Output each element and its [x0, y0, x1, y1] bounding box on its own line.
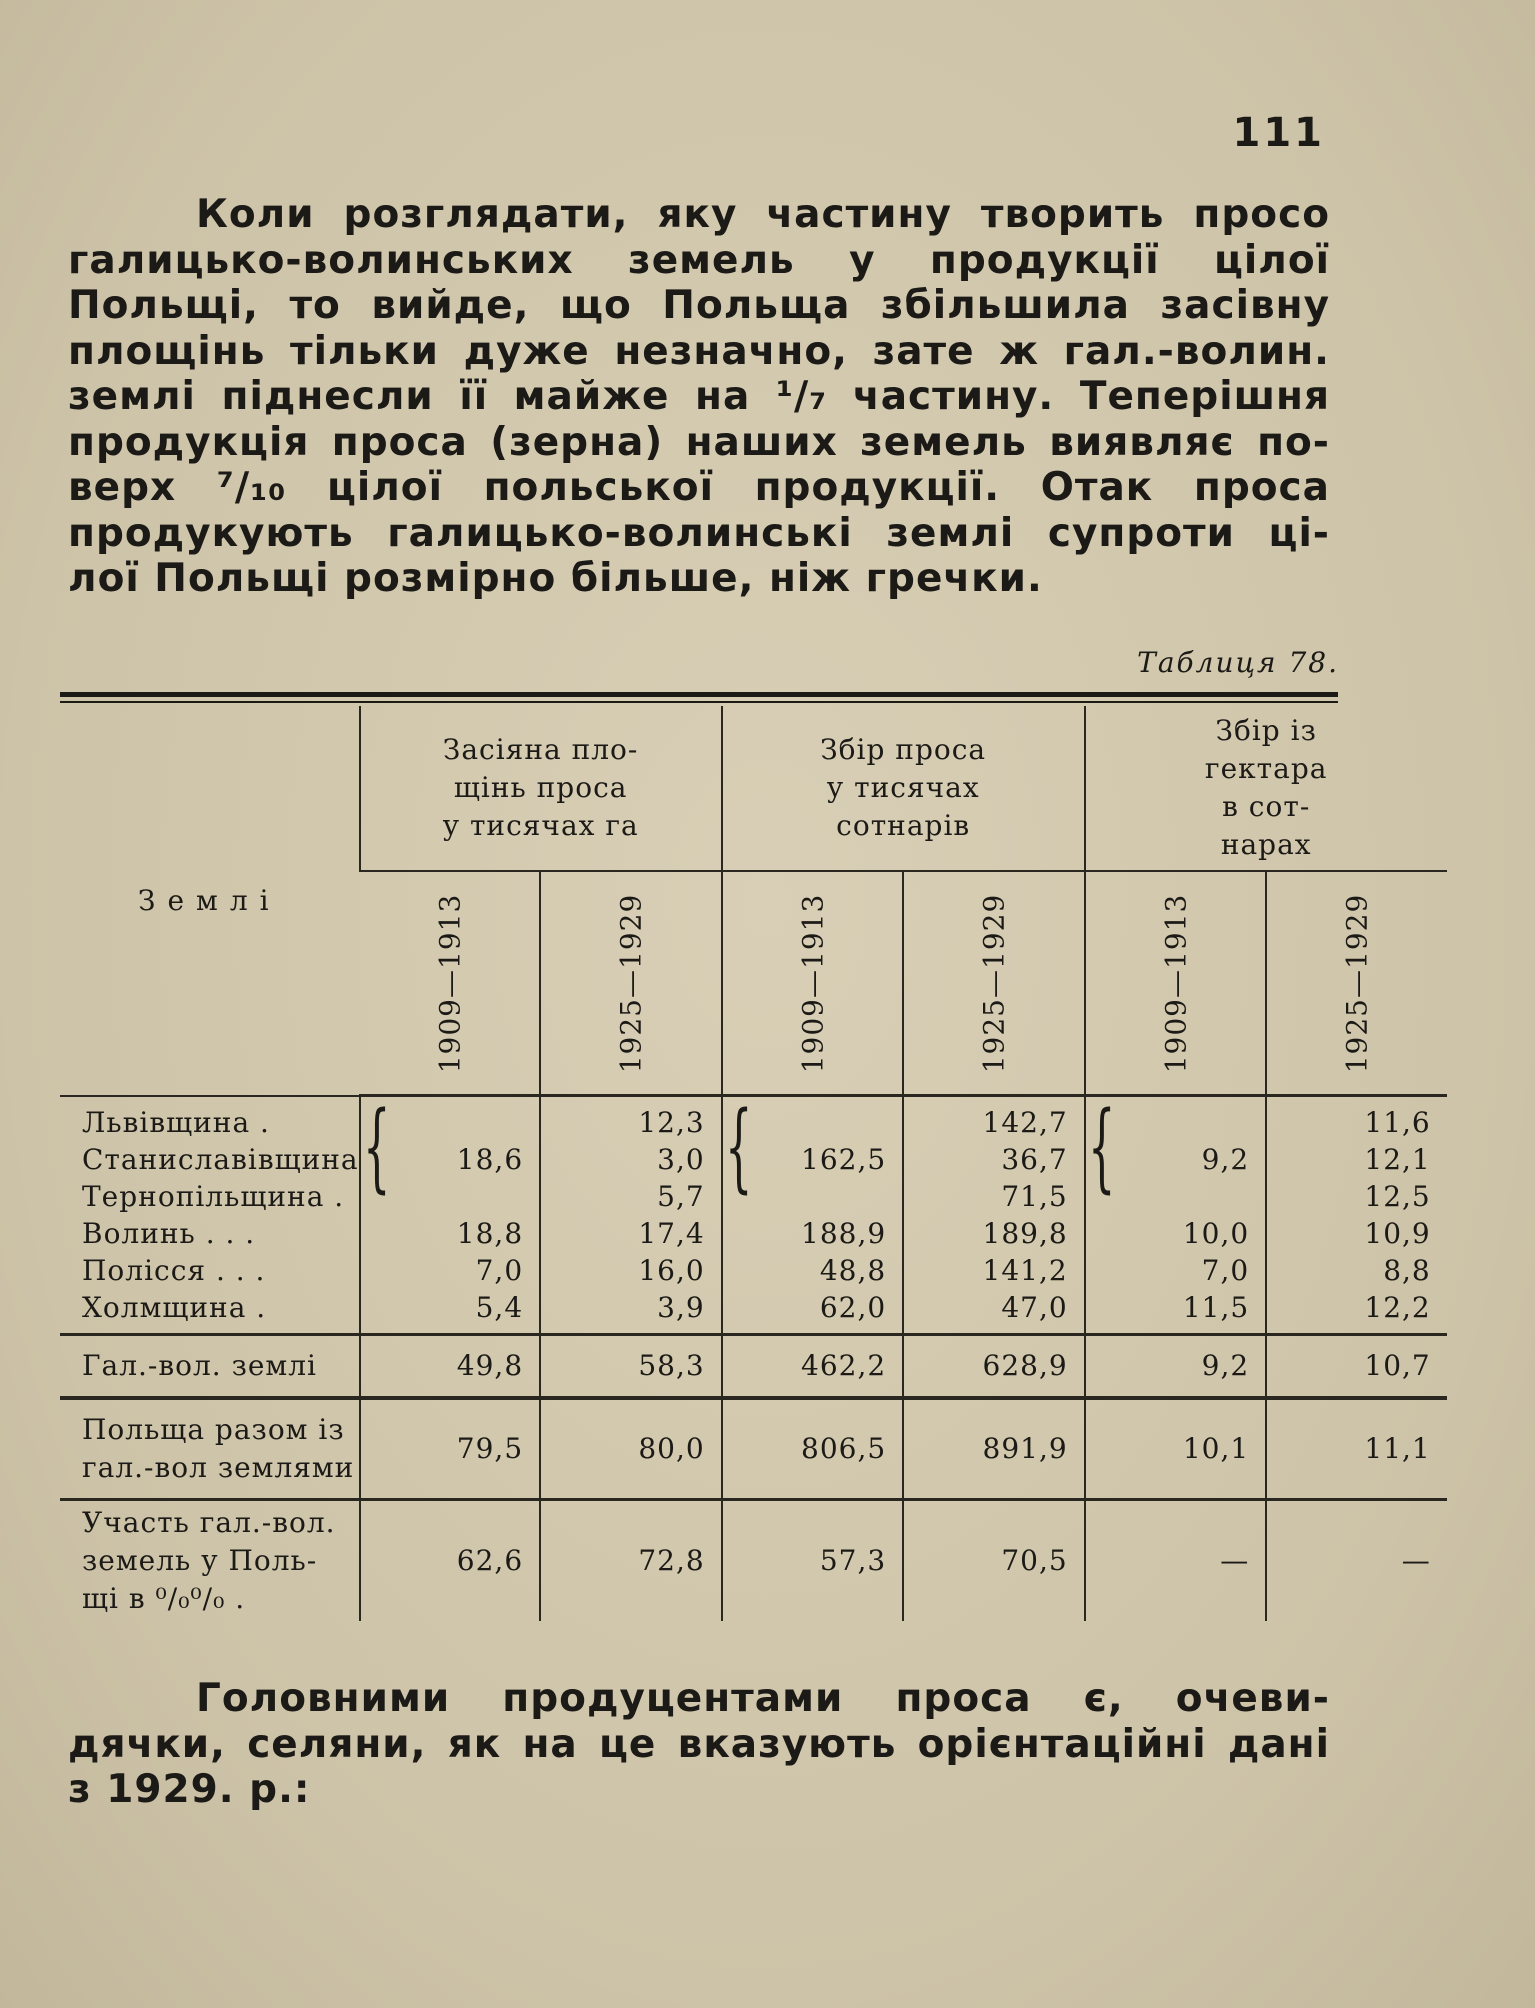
area-1925-cells: 12,3 3,0 5,7 17,4 16,0 3,9 [540, 1096, 722, 1335]
brace-icon: { [724, 1091, 753, 1203]
column-group-yield: Збір із гектара в сот- нарах [1085, 706, 1447, 871]
row-label: Польща разом із гал.-вол землями [60, 1398, 360, 1500]
text-line: галицько-волинських земель у продукції цілої [68, 237, 1330, 283]
table-row-sum: Гал.-вол. землі 49,8 58,3 462,2 628,9 9,2 10,7 [60, 1334, 1447, 1398]
land-names: Львівщина . Станиславівщина Тернопільщина . Волинь . . . Полісся . . . Холмщина . [82, 1105, 359, 1324]
text-line: лої Польщі розмірно більше, ніж гречки. [68, 556, 1043, 601]
year-header: 1909—1913 [360, 871, 541, 1096]
brace-icon: { [1087, 1091, 1116, 1203]
text-line: Польщі, то вийде, що Польща збільшила засівну [68, 283, 1330, 328]
paragraph-outro [68, 1676, 1330, 1813]
area-1909-cells: { 18,6 18,8 7,0 5,4 [360, 1096, 541, 1335]
column-group-area: Засіяна пло- щінь проса у тисячах га [360, 706, 722, 871]
text-line: з 1929. р.: [68, 1767, 311, 1812]
text-line: продукція проса (зерна) наших земель виявляє по- [68, 419, 1330, 465]
yield-1925-cells: 11,6 12,1 12,5 10,9 8,8 12,2 [1266, 1096, 1447, 1335]
text-line: землі піднесли її майже на ¹/₇ частину. Теперішня [68, 374, 1330, 419]
row-label: Участь гал.-вол. земель у Поль- щі в ⁰/₀⁰/₀ . [60, 1499, 360, 1621]
year-header: 1925—1929 [1266, 871, 1447, 1096]
row-label: Гал.-вол. землі [60, 1334, 360, 1398]
table-row-share: Участь гал.-вол. земель у Поль- щі в ⁰/₀⁰/₀ . 62,6 72,8 57,3 70,5 — — [60, 1499, 1447, 1621]
page-number: 111 [1232, 110, 1325, 156]
year-header: 1909—1913 [1085, 871, 1267, 1096]
column-group-harvest: Збір проса у тисячах сотнарів [722, 706, 1085, 871]
text-line: верх ⁷/₁₀ цілої польської продукції. Отак проса [68, 465, 1330, 510]
text-line: Коли розглядати, яку частину творить просо [196, 192, 1330, 237]
text-line: дячки, селяни, як на це вказують орієнтаційні дані [68, 1721, 1330, 1767]
brace-icon: { [362, 1091, 391, 1203]
table-top-rule [60, 692, 1338, 697]
table-top-rule-thin [60, 701, 1338, 703]
year-header: 1909—1913 [722, 871, 904, 1096]
year-header: 1925—1929 [540, 871, 722, 1096]
yield-1909-cells: { 9,2 10,0 7,0 11,5 [1085, 1096, 1267, 1335]
millet-table [60, 706, 1447, 1621]
column-header-land: Землі [60, 706, 360, 1096]
paragraph-intro [68, 192, 1330, 602]
harvest-1925-cells: 142,7 36,7 71,5 189,8 141,2 47,0 [903, 1096, 1085, 1335]
text-line: продукують галицько-волинські землі супроти ці- [68, 510, 1330, 556]
table-caption: Таблиця 78. [1137, 646, 1339, 679]
text-line: площінь тільки дуже незначно, зате ж гал.-волин. [68, 328, 1330, 374]
year-header: 1925—1929 [903, 871, 1085, 1096]
text-line: Головними продуцентами проса є, очеви- [196, 1676, 1330, 1721]
table-row-poland: Польща разом із гал.-вол землями 79,5 80,0 806,5 891,9 10,1 11,1 [60, 1398, 1447, 1500]
harvest-1909-cells: { 162,5 188,9 48,8 62,0 [722, 1096, 904, 1335]
